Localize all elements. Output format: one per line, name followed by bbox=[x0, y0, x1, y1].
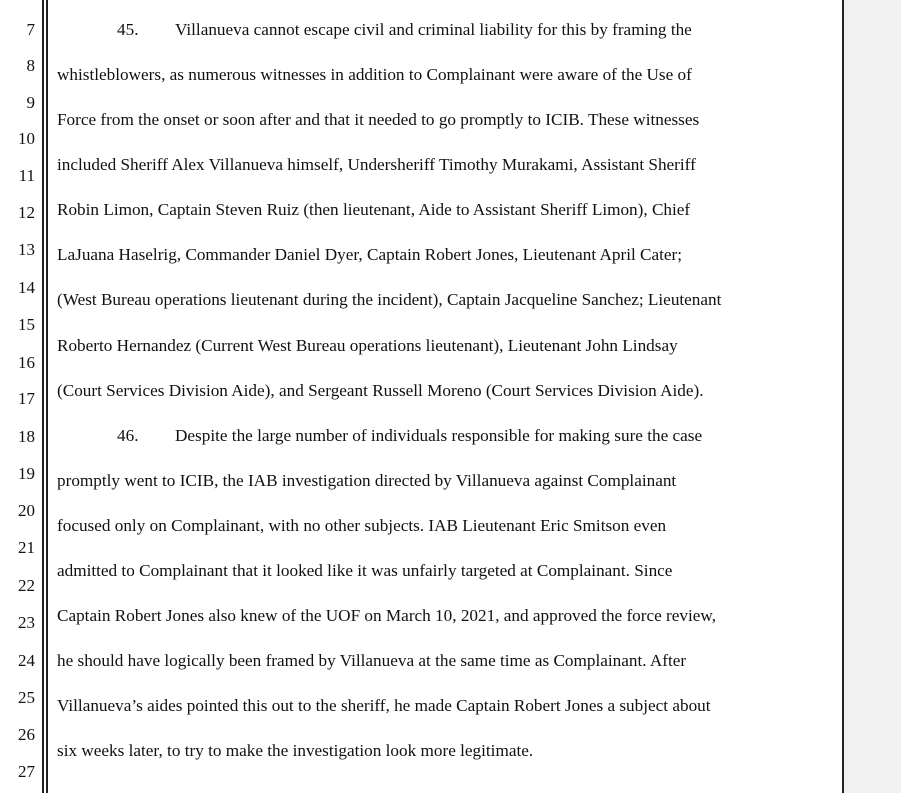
line-number: 26 bbox=[18, 725, 35, 744]
line-number: 19 bbox=[18, 464, 35, 483]
line-number: 20 bbox=[18, 501, 35, 520]
text-line: Robin Limon, Captain Steven Ruiz (then lieutenant, Aide to Assistant Sheriff Limon), Chief bbox=[57, 200, 691, 219]
text-line: six weeks later, to try to make the investigation look more legitimate. bbox=[57, 741, 534, 760]
text-line: he should have logically been framed by Villanueva at the same time as Complainant. After bbox=[57, 651, 687, 670]
line-number: 11 bbox=[18, 166, 35, 185]
line-number: 21 bbox=[18, 538, 35, 557]
left-margin-rule-inner bbox=[46, 0, 48, 793]
text-line: Despite the large number of individuals responsible for making sure the case bbox=[175, 426, 703, 445]
line-number: 27 bbox=[18, 762, 35, 781]
text-line: promptly went to ICIB, the IAB investigation directed by Villanueva against Complainant bbox=[57, 471, 677, 490]
line-number: 16 bbox=[18, 353, 35, 372]
line-number: 15 bbox=[18, 315, 35, 334]
right-margin-rule bbox=[842, 0, 844, 793]
line-number: 12 bbox=[18, 203, 35, 222]
paragraph-46-first-line bbox=[117, 426, 702, 446]
paragraph-number: 45. bbox=[117, 20, 139, 39]
line-number: 10 bbox=[18, 129, 35, 148]
line-number: 8 bbox=[26, 56, 35, 75]
paragraph-45-first-line bbox=[117, 20, 692, 40]
text-line: Villanueva’s aides pointed this out to the sheriff, he made Captain Robert Jones a subject about bbox=[57, 696, 711, 715]
text-line: Roberto Hernandez (Current West Bureau operations lieutenant), Lieutenant John Lindsay bbox=[57, 336, 678, 355]
line-number: 14 bbox=[18, 278, 35, 297]
text-line: Villanueva cannot escape civil and criminal liability for this by framing the bbox=[175, 20, 692, 39]
left-margin-rule bbox=[42, 0, 44, 793]
line-number: 25 bbox=[18, 688, 35, 707]
line-numbers bbox=[0, 0, 38, 793]
text-line: LaJuana Haselrig, Commander Daniel Dyer, Captain Robert Jones, Lieutenant April Cater; bbox=[57, 245, 683, 264]
line-number: 7 bbox=[26, 20, 35, 39]
line-number: 24 bbox=[18, 651, 35, 670]
paragraph-number: 46. bbox=[117, 426, 139, 445]
text-line: (Court Services Division Aide), and Sergeant Russell Moreno (Court Services Division Aide). bbox=[57, 381, 704, 400]
line-number: 13 bbox=[18, 240, 35, 259]
text-line: whistleblowers, as numerous witnesses in addition to Complainant were aware of the Use of bbox=[57, 65, 692, 84]
text-line: Force from the onset or soon after and that it needed to go promptly to ICIB. These witnesses bbox=[57, 110, 700, 129]
line-number: 9 bbox=[26, 93, 35, 112]
line-number: 22 bbox=[18, 576, 35, 595]
right-margin bbox=[844, 0, 901, 793]
line-number: 18 bbox=[18, 427, 35, 446]
line-number: 23 bbox=[18, 613, 35, 632]
text-line: focused only on Complainant, with no other subjects. IAB Lieutenant Eric Smitson even bbox=[57, 516, 667, 535]
text-line: admitted to Complainant that it looked like it was unfairly targeted at Complainant. Since bbox=[57, 561, 673, 580]
document-body bbox=[57, 0, 837, 793]
line-number: 17 bbox=[18, 389, 35, 408]
text-line: (West Bureau operations lieutenant during the incident), Captain Jacqueline Sanchez; Lieutenant bbox=[57, 290, 722, 309]
text-line: included Sheriff Alex Villanueva himself, Undersheriff Timothy Murakami, Assistant Sheriff bbox=[57, 155, 696, 174]
text-line: Captain Robert Jones also knew of the UOF on March 10, 2021, and approved the force review, bbox=[57, 606, 716, 625]
